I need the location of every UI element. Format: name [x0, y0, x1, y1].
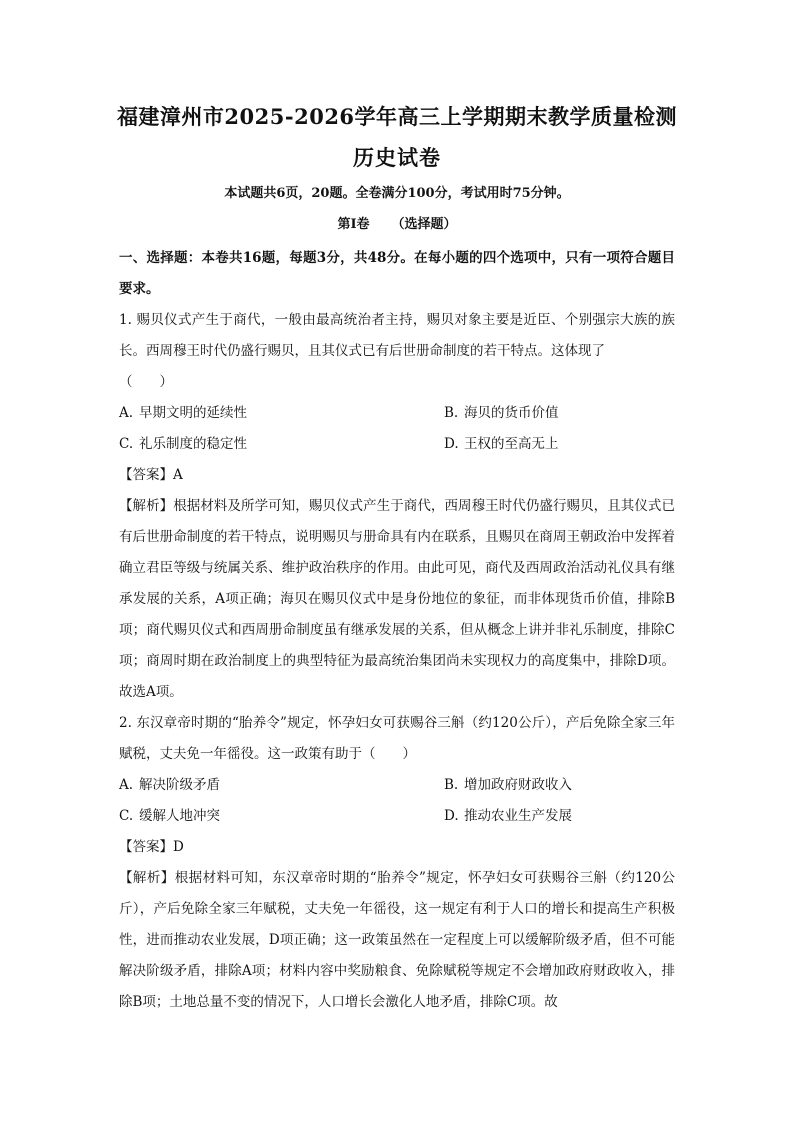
answer-blank: （ ）: [362, 746, 416, 762]
section-type: （选择题）: [391, 217, 457, 232]
section-instructions: 一、选择题：本卷共16题，每题3分，共48分。在每小题的四个选项中，只有一项符合题目要求。: [119, 250, 675, 297]
question-number: 1.: [119, 312, 132, 328]
exam-content: [119, 243, 675, 1018]
option-c: C. 缓解人地冲突: [119, 808, 220, 824]
option-d: D. 王权的至高无上: [444, 436, 559, 452]
analysis-text: 【解析】根据材料及所学可知，赐贝仪式产生于商代，西周穆王时代仍盛行赐贝，且其仪式已有后世册命制度的若干特点，说明赐贝与册命具有内在联系，且赐贝在商周王朝政治中发挥着确立君臣等级与统属关系、维护政治秩序的作用。由此可见，商代及西周政治活动礼仪具有继承发展的关系，A项正确；海贝在赐贝仪式中是身份地位的象征，而非体现货币价值，排除B项；商代赐贝仪式和西周册命制度虽有继承发展的关系，但从概念上讲并非礼乐制度，排除C项；商周时期在政治制度上的典型特征为最高统治集团尚未实现权力的高度集中，排除D项。故选A项。: [119, 498, 675, 700]
question-stem: [119, 305, 675, 367]
analysis-text: 【解析】根据材料可知，东汉章帝时期的“胎养令”规定，怀孕妇女可获赐谷三斛（约120公斤），产后免除全家三年赋税，丈夫免一年徭役，这一规定有利于人口的增长和提高生产积极性，进而推动农业发展，D项正确；这一政策虽然在一定程度上可以缓解阶级矛盾，但不可能解决阶级矛盾，排除A项；材料内容中奖励粮食、免除赋税等规定不会增加政府财政收入，排除B项；土地总量不变的情况下，人口增长会激化人地矛盾，排除C项。故: [119, 870, 675, 1010]
options-list: [119, 770, 675, 832]
option-c: C. 礼乐制度的稳定性: [119, 436, 247, 452]
question-stem: [119, 708, 675, 770]
exam-meta: 本试题共6页，20题。全卷满分100分，考试用时75分钟。: [224, 186, 570, 201]
question-1: [119, 305, 675, 708]
option-a: A. 解决阶级矛盾: [119, 777, 220, 793]
exam-subtitle: 历史试卷: [353, 145, 441, 170]
option-a: A. 早期文明的延续性: [119, 405, 247, 421]
options-list: [119, 398, 675, 460]
section-heading: [0, 215, 794, 235]
option-d: D. 推动农业生产发展: [444, 808, 572, 824]
option-b: B. 海贝的货币价值: [444, 405, 559, 421]
section-name: 第Ⅰ卷: [337, 217, 370, 232]
question-2: [119, 708, 675, 1018]
option-b: B. 增加政府财政收入: [444, 777, 572, 793]
answer-blank: （ ）: [119, 374, 173, 390]
question-text: 赐贝仪式产生于商代，一般由最高统治者主持，赐贝对象主要是近臣、个别强宗大族的族长。西周穆王时代仍盛行赐贝，且其仪式已有后世册命制度的若干特点。这体现了: [119, 312, 675, 359]
answer-line: 【答案】A: [119, 467, 183, 483]
question-number: 2.: [119, 715, 132, 731]
question-text: 东汉章帝时期的“胎养令”规定，怀孕妇女可获赐谷三斛（约120公斤），产后免除全家三年赋税，丈夫免一年徭役。这一政策有助于: [119, 715, 676, 762]
answer-line: 【答案】D: [119, 839, 184, 855]
exam-title: 福建漳州市2025-2026学年高三上学期期末教学质量检测: [116, 104, 678, 129]
